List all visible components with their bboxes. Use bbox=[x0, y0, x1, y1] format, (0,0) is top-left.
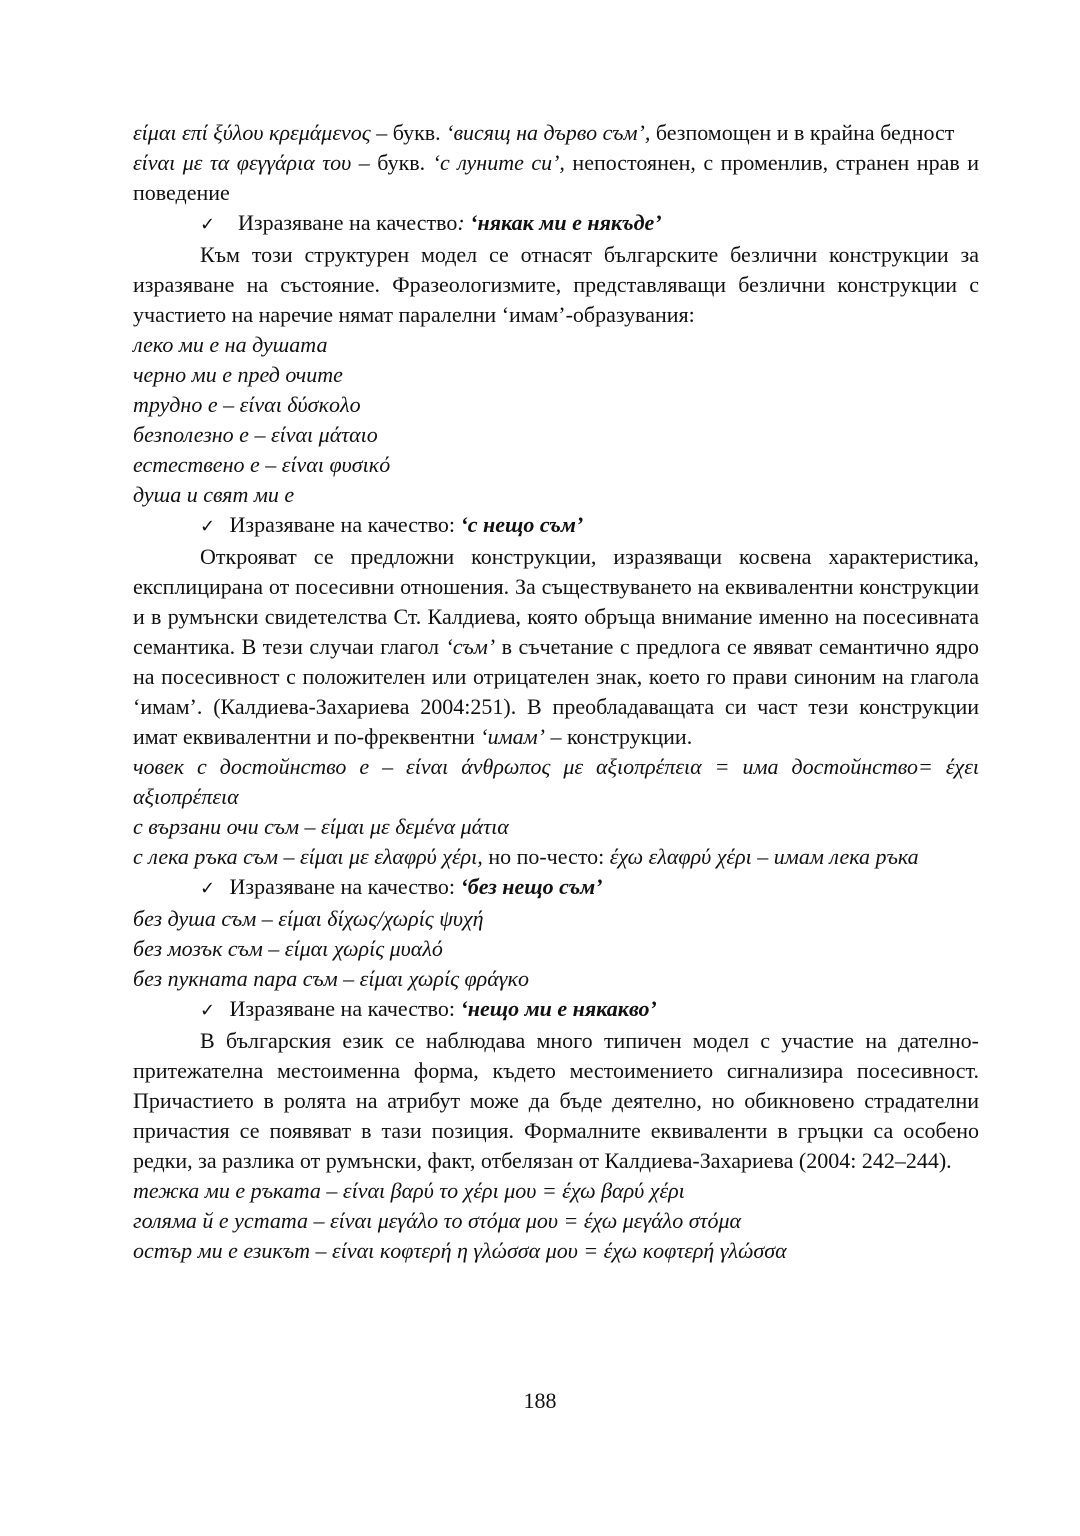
heading-pattern: ‘нещо ми е някакво’ bbox=[460, 996, 657, 1021]
example-phrase: с лека ръка съм – είμαι με ελαφρύ χέρι, bbox=[133, 844, 483, 869]
heading-prefix: Изразяване на качество: bbox=[224, 996, 461, 1021]
heading-prefix: Изразяване на качество: bbox=[224, 512, 461, 537]
list-item: естествено е – είναι φυσικό bbox=[133, 452, 391, 477]
checkmark-icon: ✓ bbox=[200, 214, 216, 235]
list-item: с вързани очи съм – είμαι με δεμένα μάτια bbox=[133, 814, 509, 839]
checkmark-icon: ✓ bbox=[200, 878, 216, 899]
literal-marker: – букв. bbox=[370, 120, 447, 145]
example-phrase: έχω ελαφρύ χέρι – имам лека ръка bbox=[609, 844, 919, 869]
idiom-meaning: безпомощен и в крайна бедност bbox=[650, 120, 955, 145]
heading-prefix: Изразяване на качество: bbox=[224, 874, 461, 899]
list-item: без пукната пара съм – είμαι χωρίς φράγκο bbox=[133, 966, 530, 991]
list-item: без мозък съм – είμαι χωρίς μυαλό bbox=[133, 936, 443, 961]
list-item: черно ми е пред очите bbox=[133, 362, 343, 387]
heading-pattern: ‘без нещо съм’ bbox=[460, 874, 603, 899]
emphasis-term: ‘съм’ bbox=[445, 634, 496, 659]
page-body bbox=[133, 118, 979, 1266]
list-item bbox=[133, 842, 979, 872]
emphasis-term: ‘имам’ bbox=[480, 724, 545, 749]
paragraph-text: Открояват се предложни конструкции, изразяващи косвена характеристика, експлицирана от посесивни отношения. За съществуването на еквивалентни конструкции и в румънски свидетелства Ст. Калдиева, която обръща внимание именно на посесивната семантика. В тези случаи глагол bbox=[133, 544, 979, 659]
connector-text: но по-често: bbox=[482, 844, 610, 869]
literal-translation: ‘с луните си’, bbox=[432, 150, 565, 175]
idiom-meaning: непостоянен, с променлив, странен нрав и поведение bbox=[133, 150, 979, 205]
paragraph-text: – конструкции. bbox=[544, 724, 693, 749]
literal-marker: – букв. bbox=[351, 150, 433, 175]
example-entry-2 bbox=[133, 148, 979, 208]
heading-colon: : bbox=[457, 210, 465, 235]
list-item: душа и свят ми е bbox=[133, 482, 295, 507]
paragraph-4: В българския език се наблюдава много типичен модел с участие на дателно-притежателна местоименна форма, където местоимението сигнализира посесивност. Причастието в ролята на атрибут може да бъде деятелно, но обикновено страдателни причастия се появяват в тази позиция. Формалните еквиваленти в гръцки са особено редки, за разлика от румънски, факт, отбелязан от Калдиева-Захариева (2004: 242–244). bbox=[133, 1028, 979, 1173]
section-heading-1 bbox=[133, 208, 979, 240]
list-item: леко ми е на душата bbox=[133, 332, 328, 357]
example-list-4 bbox=[133, 1176, 979, 1266]
example-list-1 bbox=[133, 330, 979, 510]
list-item: голяма й е устата – είναι μεγάλο το στόμα μου = έχω μεγάλο στόμα bbox=[133, 1208, 742, 1233]
paragraph-text: в съчетание с предлога се явяват семантично ядро на посесивност с положителен или отрицателен знак, което го прави синоним на глагола ‘имам’. (Калдиева-Захариева 2004:251). В преобладаващата си част тези конструкции имат еквивалентни и по-фреквентни bbox=[133, 634, 979, 749]
heading-prefix: Изразяване на качество bbox=[238, 210, 458, 235]
list-item: човек с достойнство е – είναι άνθρωπος με αξιοπρέπεια = има достойнство= έχει αξιοπρέπεια bbox=[133, 754, 979, 809]
checkmark-icon: ✓ bbox=[200, 516, 216, 537]
heading-pattern: ‘някак ми е някъде’ bbox=[464, 210, 662, 235]
section-heading-4 bbox=[133, 994, 979, 1026]
list-item: безполезно е – είναι μάταιο bbox=[133, 422, 378, 447]
checkmark-icon: ✓ bbox=[200, 1000, 216, 1021]
example-entry-1 bbox=[133, 118, 979, 148]
greek-idiom: είμαι επί ξύλου κρεμάμενος bbox=[133, 120, 371, 145]
section-heading-2 bbox=[133, 510, 979, 542]
paragraph-1: Към този структурен модел се отнасят българските безлични конструкции за изразяване на състояние. Фразеологизмите, представляващи безлични конструкции с участието на наречие нямат паралелни ‘имам’-образувания: bbox=[133, 242, 979, 327]
list-item: остър ми е езикът – είναι κοφτερή η γλώσσα μου = έχω κοφτερή γλώσσα bbox=[133, 1238, 787, 1263]
page-number: 188 bbox=[523, 1388, 557, 1413]
literal-translation: ‘висящ на дърво съм’, bbox=[446, 120, 651, 145]
list-item: трудно е – είναι δύσκολο bbox=[133, 392, 361, 417]
example-list-3 bbox=[133, 904, 979, 994]
heading-pattern: ‘с нещо съм’ bbox=[460, 512, 584, 537]
example-list-2 bbox=[133, 752, 979, 872]
section-heading-3 bbox=[133, 872, 979, 904]
greek-idiom: είναι με τα φεγγάρια του bbox=[133, 150, 352, 175]
paragraph-2 bbox=[133, 542, 979, 752]
list-item: без душа съм – είμαι δίχως/χωρίς ψυχή bbox=[133, 906, 484, 931]
list-item: тежка ми е ръката – είναι βαρύ το χέρι μου = έχω βαρύ χέρι bbox=[133, 1178, 685, 1203]
